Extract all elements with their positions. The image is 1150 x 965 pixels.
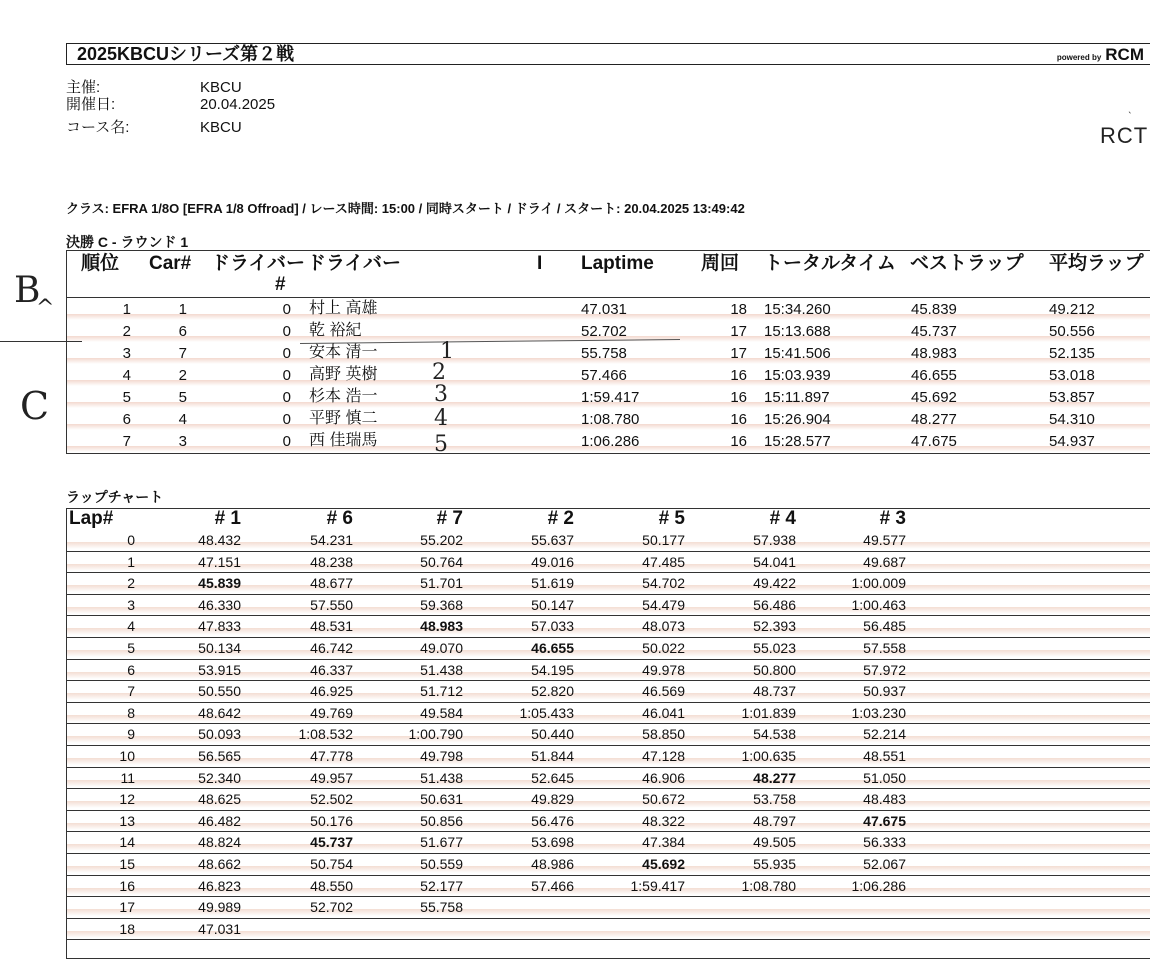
class-info: クラス: EFRA 1/8O [EFRA 1/8 Offroad] / レース時間: 15:00 / 同時スタート / ドライ / スタート: 20.04.2025 13:49:42 [66, 201, 745, 216]
lap-time: 50.093 [198, 726, 241, 743]
lap-number: 8 [127, 704, 135, 721]
header-car: Car# [149, 253, 192, 274]
lap-time: 51.701 [420, 575, 463, 592]
lap-time: 55.758 [420, 899, 463, 916]
table-row [67, 876, 1150, 898]
lap-time: 48.551 [863, 748, 906, 764]
cell-avg: 54.310 [1049, 411, 1095, 428]
lap-time: 57.558 [863, 640, 906, 656]
cell-dno: 0 [282, 367, 291, 384]
lap-time: 50.672 [642, 791, 685, 808]
cell-rank: 2 [122, 323, 131, 340]
lap-time: 53.915 [198, 661, 241, 678]
lap-time: 48.277 [753, 769, 796, 786]
rct-logo-text: RCT [1100, 123, 1149, 148]
lap-time: 46.925 [310, 683, 353, 700]
lap-time: 49.957 [310, 769, 353, 786]
meta-label: 開催日: [66, 96, 116, 113]
cell-dno: 0 [282, 389, 291, 406]
cell-best: 46.655 [911, 367, 957, 384]
page-title: 2025KBCUシリーズ第２戦 [77, 44, 295, 64]
car-header: # 6 [326, 508, 353, 529]
cell-car: 1 [178, 301, 187, 318]
lap-time: 52.820 [531, 683, 574, 700]
lap-time: 55.935 [753, 856, 796, 872]
header-best-lap: ベストラップ [910, 253, 1024, 274]
lap-time: 46.041 [642, 704, 685, 721]
lap-time: 54.538 [753, 726, 796, 743]
lap-time: 48.073 [642, 618, 685, 635]
table-row [67, 703, 1150, 725]
lap-time: 51.438 [420, 769, 463, 786]
lap-time: 49.016 [531, 553, 574, 570]
header-i: I [537, 253, 543, 274]
cell-rank: 6 [122, 411, 131, 428]
cell-avg: 53.857 [1049, 389, 1095, 406]
lap-time: 52.502 [310, 791, 353, 808]
cell-total: 15:26.904 [764, 411, 831, 428]
cell-laptime: 1:06.286 [581, 433, 640, 450]
cell-rank: 5 [122, 389, 131, 406]
lap-time: 50.134 [198, 640, 241, 656]
table-row [67, 746, 1150, 768]
cell-driver: 杉本 浩一 [309, 388, 378, 405]
table-row [67, 365, 1150, 388]
lap-time: 1:00.790 [408, 726, 463, 743]
lap-time: 50.937 [863, 683, 906, 700]
lap-time: 52.340 [198, 769, 241, 786]
header-laptime: Laptime [581, 253, 654, 274]
lap-time: 47.031 [198, 920, 241, 937]
cell-car: 5 [178, 389, 187, 406]
cell-dno: 0 [282, 345, 291, 362]
lap-time: 51.619 [531, 575, 574, 592]
header-driver: ドライバー [307, 253, 402, 274]
lap-chart-table [66, 508, 1150, 959]
handwritten-3: 3 [434, 382, 448, 407]
meta-value: KBCU [200, 79, 242, 96]
lap-time: 48.483 [863, 791, 906, 808]
table-row [67, 552, 1150, 574]
lap-number: 6 [127, 661, 135, 678]
lap-time: 45.692 [642, 856, 685, 872]
lap-time: 48.531 [310, 618, 353, 635]
table-row [67, 530, 1150, 552]
lap-time: 47.778 [310, 748, 353, 764]
cell-laps: 17 [730, 345, 747, 362]
lap-number: 16 [119, 877, 135, 894]
lap-time: 52.645 [531, 769, 574, 786]
lap-header: Lap# [69, 508, 114, 529]
header-driver-no-hash: # [275, 274, 286, 295]
lap-time: 50.856 [420, 812, 463, 829]
header-laps: 周回 [701, 253, 740, 274]
results-table [66, 250, 1150, 454]
lap-number: 12 [119, 791, 135, 808]
lap-time: 1:08.532 [298, 726, 353, 743]
handwritten-divider-left [0, 341, 82, 342]
lap-time: 49.989 [198, 899, 241, 916]
cell-car: 7 [178, 345, 187, 362]
cell-total: 15:28.577 [764, 433, 831, 450]
lap-time: 52.702 [310, 899, 353, 916]
car-header: # 4 [769, 508, 796, 529]
lap-time: 56.486 [753, 596, 796, 613]
cell-laps: 18 [730, 301, 747, 318]
lap-time: 1:00.635 [741, 748, 796, 764]
lap-number: 1 [127, 553, 135, 570]
handwritten-b: B [14, 270, 41, 311]
lap-number: 7 [127, 683, 135, 700]
car-header: # 7 [436, 508, 463, 529]
lap-time: 49.070 [420, 640, 463, 656]
lap-number: 14 [119, 834, 135, 851]
cell-dno: 0 [282, 433, 291, 450]
lap-number: 18 [119, 920, 135, 937]
cell-rank: 4 [122, 367, 131, 384]
cell-laptime: 1:59.417 [581, 389, 640, 406]
table-row [67, 573, 1150, 595]
car-header: # 5 [658, 508, 685, 529]
lap-time: 49.978 [642, 661, 685, 678]
lap-time: 48.625 [198, 791, 241, 808]
lap-time: 45.737 [310, 834, 353, 851]
lap-time: 50.176 [310, 812, 353, 829]
lap-number: 9 [127, 726, 135, 743]
lap-time: 48.737 [753, 683, 796, 700]
car-header: # 2 [547, 508, 574, 529]
cell-rank: 1 [122, 301, 131, 318]
lap-time: 59.368 [420, 596, 463, 613]
cell-driver: 村上 高雄 [309, 300, 378, 317]
lap-time: 47.485 [642, 553, 685, 570]
cell-total: 15:13.688 [764, 323, 831, 340]
handwritten-c: C [20, 384, 50, 428]
lap-time: 54.479 [642, 596, 685, 613]
cell-laptime: 47.031 [581, 301, 627, 318]
lap-time: 53.698 [531, 834, 574, 851]
lap-time: 48.432 [198, 532, 241, 548]
lap-time: 1:00.463 [851, 596, 906, 613]
handwritten-1: 1 [440, 339, 454, 364]
cell-driver: 乾 裕紀 [309, 322, 362, 339]
table-row [67, 854, 1150, 876]
lap-number: 2 [127, 575, 135, 592]
lap-time: 52.067 [863, 856, 906, 872]
cell-total: 15:34.260 [764, 301, 831, 318]
meta-value: KBCU [200, 119, 242, 136]
cell-dno: 0 [282, 301, 291, 318]
handwritten-2: 2 [432, 360, 446, 385]
powered-by-label: powered by [1056, 53, 1102, 62]
lap-time: 57.033 [531, 618, 574, 635]
lap-time: 45.839 [198, 575, 241, 592]
lap-time: 49.584 [420, 704, 463, 721]
cell-laps: 16 [730, 411, 747, 428]
lap-time: 1:05.433 [519, 704, 574, 721]
header-rank: 順位 [81, 253, 120, 274]
powered-by [1057, 44, 1144, 68]
table-row [67, 387, 1150, 410]
lap-time: 1:01.839 [741, 704, 796, 721]
lap-number: 10 [119, 748, 135, 764]
lap-time: 49.422 [753, 575, 796, 592]
lap-number: 0 [127, 532, 135, 548]
table-row [67, 919, 1150, 941]
lap-time: 51.712 [420, 683, 463, 700]
table-row [67, 811, 1150, 833]
cell-total: 15:41.506 [764, 345, 831, 362]
lap-time: 52.177 [420, 877, 463, 894]
lap-number: 17 [119, 899, 135, 916]
lap-time: 57.550 [310, 596, 353, 613]
cell-best: 48.277 [911, 411, 957, 428]
cell-laptime: 52.702 [581, 323, 627, 340]
lap-time: 1:59.417 [630, 877, 685, 894]
lap-time: 53.758 [753, 791, 796, 808]
cell-car: 6 [178, 323, 187, 340]
lap-time: 1:03.230 [851, 704, 906, 721]
table-row [67, 616, 1150, 638]
car-header: # 1 [214, 508, 241, 529]
lap-chart-label: ラップチャート [66, 489, 164, 505]
lap-time: 52.214 [863, 726, 906, 743]
lap-time: 49.687 [863, 553, 906, 570]
lap-time: 49.577 [863, 532, 906, 548]
lap-time: 46.337 [310, 661, 353, 678]
lap-time: 49.769 [310, 704, 353, 721]
lap-time: 57.938 [753, 532, 796, 548]
table-row [67, 768, 1150, 790]
lap-time: 50.800 [753, 661, 796, 678]
lap-time: 56.333 [863, 834, 906, 851]
cell-best: 45.737 [911, 323, 957, 340]
handwritten-4: 4 [434, 406, 448, 431]
lap-time: 55.202 [420, 532, 463, 548]
lap-time: 49.798 [420, 748, 463, 764]
lap-time: 48.677 [310, 575, 353, 592]
lap-time: 50.754 [310, 856, 353, 872]
cell-laps: 17 [730, 323, 747, 340]
lap-time: 48.824 [198, 834, 241, 851]
cell-laps: 16 [730, 389, 747, 406]
lap-number: 11 [120, 769, 135, 786]
cell-driver: 安本 清一 [309, 344, 378, 361]
handwritten-5: 5 [434, 432, 448, 457]
lap-time: 55.637 [531, 532, 574, 548]
table-row [67, 832, 1150, 854]
lap-time: 1:08.780 [741, 877, 796, 894]
cell-dno: 0 [282, 323, 291, 340]
lap-time: 47.833 [198, 618, 241, 635]
cell-car: 4 [178, 411, 187, 428]
cell-avg: 49.212 [1049, 301, 1095, 318]
lap-number: 4 [127, 618, 135, 635]
lap-time: 49.505 [753, 834, 796, 851]
header-total-time: トータルタイム [764, 253, 896, 274]
cell-best: 45.692 [911, 389, 957, 406]
lap-time: 48.983 [420, 618, 463, 635]
lap-time: 51.050 [863, 769, 906, 786]
cell-driver: 西 佳瑞馬 [309, 432, 378, 449]
lap-time: 49.829 [531, 791, 574, 808]
table-row [67, 897, 1150, 919]
meta-label: 主催: [66, 79, 101, 96]
lap-number: 13 [119, 812, 135, 829]
lap-time: 58.850 [642, 726, 685, 743]
table-row [67, 409, 1150, 432]
meta-label: コース名: [66, 119, 130, 136]
lap-time: 51.438 [420, 661, 463, 678]
lap-time: 46.330 [198, 596, 241, 613]
lap-time: 47.384 [642, 834, 685, 851]
lap-time: 54.231 [310, 532, 353, 548]
lap-time: 47.151 [198, 553, 241, 570]
table-row [67, 299, 1150, 322]
lap-chart-header-row [67, 509, 1150, 531]
table-row [67, 660, 1150, 682]
lap-time: 50.764 [420, 553, 463, 570]
car-header: # 3 [879, 508, 906, 529]
lap-time: 57.972 [863, 661, 906, 678]
lap-time: 48.662 [198, 856, 241, 872]
lap-number: 3 [127, 596, 135, 613]
title-box [66, 43, 1150, 65]
lap-time: 48.238 [310, 553, 353, 570]
cell-avg: 50.556 [1049, 323, 1095, 340]
lap-time: 48.797 [753, 812, 796, 829]
brand-logo: RCM [1105, 45, 1144, 64]
lap-time: 50.631 [420, 791, 463, 808]
lap-time: 1:06.286 [851, 877, 906, 894]
lap-time: 50.147 [531, 596, 574, 613]
lap-time: 48.986 [531, 856, 574, 872]
lap-time: 50.022 [642, 640, 685, 656]
cell-best: 48.983 [911, 345, 957, 362]
cell-driver: 高野 英樹 [309, 366, 378, 383]
lap-time: 46.655 [531, 640, 574, 656]
table-row [67, 681, 1150, 703]
lap-time: 48.550 [310, 877, 353, 894]
final-round-label: 決勝 C - ラウンド 1 [66, 234, 189, 250]
table-row [67, 595, 1150, 617]
lap-time: 54.195 [531, 661, 574, 678]
lap-time: 48.322 [642, 812, 685, 829]
cell-laps: 16 [730, 433, 747, 450]
cell-best: 45.839 [911, 301, 957, 318]
table-row [67, 638, 1150, 660]
lap-time: 50.440 [531, 726, 574, 743]
lap-time: 1:00.009 [851, 575, 906, 592]
lap-time: 46.482 [198, 812, 241, 829]
lap-time: 46.823 [198, 877, 241, 894]
handwritten-caret: ^ [36, 296, 55, 321]
lap-time: 46.742 [310, 640, 353, 656]
cell-laps: 16 [730, 367, 747, 384]
cell-avg: 53.018 [1049, 367, 1095, 384]
lap-time: 54.041 [753, 553, 796, 570]
lap-time: 56.565 [198, 748, 241, 764]
lap-time: 51.677 [420, 834, 463, 851]
cell-dno: 0 [282, 411, 291, 428]
cell-best: 47.675 [911, 433, 957, 450]
cell-car: 3 [178, 433, 187, 450]
cell-rank: 7 [122, 433, 131, 450]
cell-driver: 平野 慎二 [309, 410, 378, 427]
table-row [67, 789, 1150, 811]
lap-time: 50.550 [198, 683, 241, 700]
lap-number: 5 [127, 640, 135, 656]
lap-time: 51.844 [531, 748, 574, 764]
lap-time: 57.466 [531, 877, 574, 894]
lap-time: 47.128 [642, 748, 685, 764]
lap-time: 56.476 [531, 812, 574, 829]
speck-mark: ˎ [1128, 100, 1132, 114]
lap-time: 48.642 [198, 704, 241, 721]
lap-time: 54.702 [642, 575, 685, 592]
meta-value: 20.04.2025 [200, 96, 276, 113]
lap-time: 47.675 [863, 812, 906, 829]
cell-avg: 54.937 [1049, 433, 1095, 450]
lap-time: 46.906 [642, 769, 685, 786]
cell-rank: 3 [122, 345, 131, 362]
cell-avg: 52.135 [1049, 345, 1095, 362]
lap-time: 50.559 [420, 856, 463, 872]
cell-total: 15:11.897 [764, 389, 830, 406]
lap-time: 50.177 [642, 532, 685, 548]
cell-total: 15:03.939 [764, 367, 831, 384]
lap-time: 46.569 [642, 683, 685, 700]
header-driver-no: ドライバー [211, 253, 306, 274]
cell-laptime: 55.758 [581, 345, 627, 362]
cell-laptime: 1:08.780 [581, 411, 640, 428]
table-row [67, 724, 1150, 746]
table-row [67, 343, 1150, 366]
header-divider [67, 297, 1150, 298]
lap-time: 55.023 [753, 640, 796, 656]
table-row [67, 431, 1150, 454]
cell-car: 2 [178, 367, 187, 384]
header-avg-lap: 平均ラップ [1049, 253, 1144, 274]
lap-time: 56.485 [863, 618, 906, 635]
lap-time: 52.393 [753, 618, 796, 635]
lap-number: 15 [119, 856, 135, 872]
cell-laptime: 57.466 [581, 367, 627, 384]
